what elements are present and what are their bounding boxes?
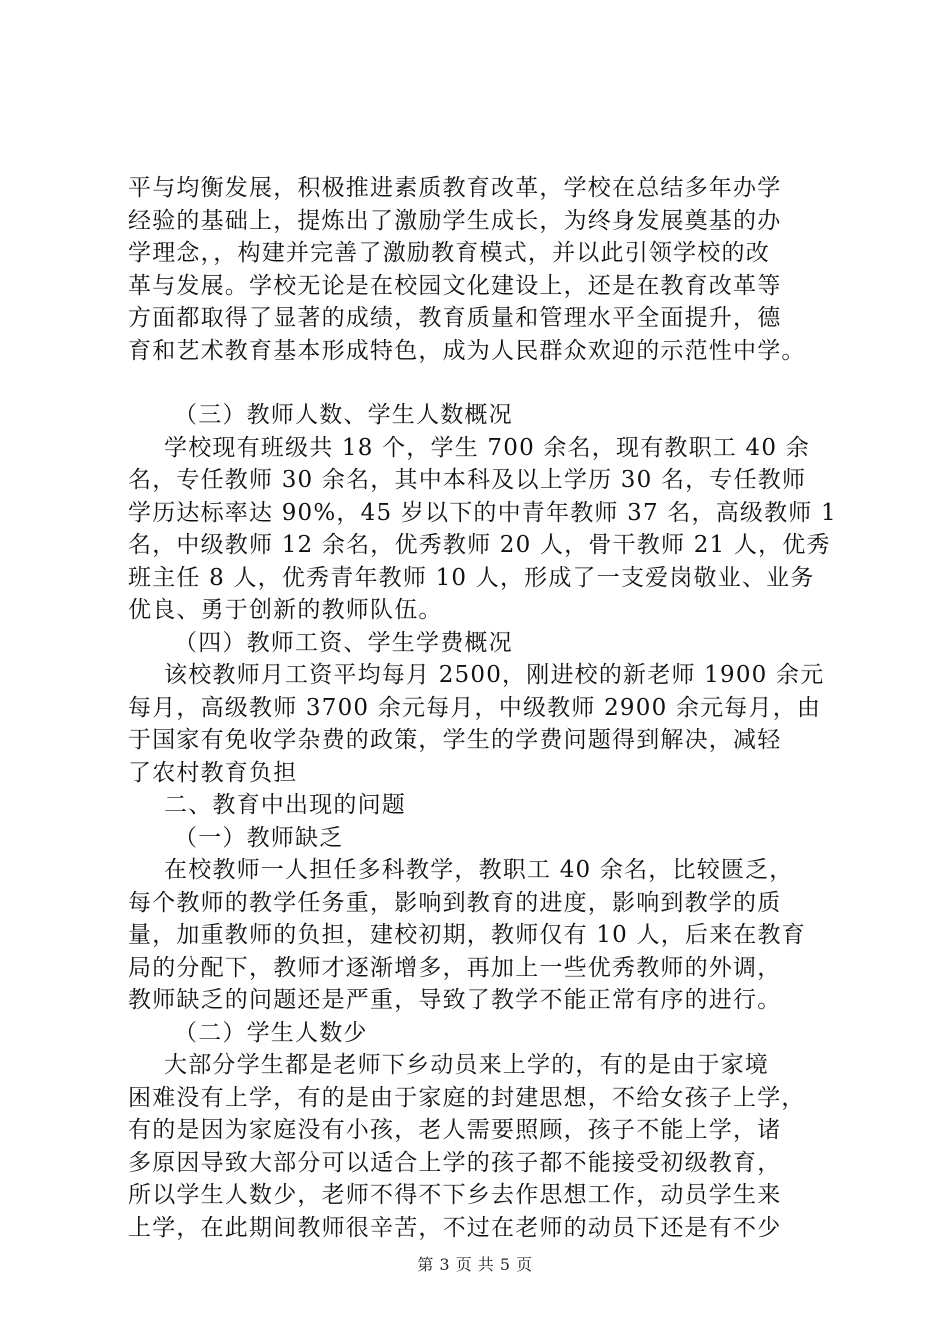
text-line: 大部分学生都是老师下乡动员来上学的，有的是由于家境 [164, 1052, 769, 1078]
text-line: 名，中级教师 12 余名，优秀教师 20 人，骨干教师 21 人，优秀 [128, 532, 831, 558]
text-line: 量，加重教师的负担，建校初期，教师仅有 10 人，后来在教育 [128, 922, 806, 948]
text-line: 每个教师的教学任务重，影响到教育的进度，影响到教学的质 [128, 889, 782, 916]
text-line: 困难没有上学，有的是由于家庭的封建思想，不给女孩子上学， [128, 1084, 806, 1111]
text-line: 班主任 8 人，优秀青年教师 10 人，形成了一支爱岗敬业、业务 [128, 564, 815, 591]
section-heading: （三）教师人数、学生人数概况 [174, 402, 513, 428]
section-heading: （四）教师工资、学生学费概况 [174, 629, 513, 656]
page-footer: 第 3 页 共 5 页 [417, 1255, 533, 1274]
section-heading: （一）教师缺乏 [174, 824, 344, 851]
text-line: 每月，高级教师 3700 余元每月，中级教师 2900 余元每月，由 [128, 694, 822, 721]
text-line: 局的分配下，教师才逐渐增多，再加上一些优秀教师的外调， [128, 954, 782, 981]
text-line: 了农村教育负担 [128, 759, 298, 786]
text-line: 优良、勇于创新的教师队伍。 [128, 597, 443, 623]
text-line: 多原因导致大部分可以适合上学的孩子都不能接受初级教育， [128, 1149, 782, 1176]
section-heading: （二）学生人数少 [174, 1019, 368, 1046]
text-line: 在校教师一人担任多科教学，教职工 40 余名，比较匮乏， [164, 857, 794, 883]
text-line: 于国家有免收学杂费的政策，学生的学费问题得到解决，减轻 [128, 727, 782, 753]
text-line: 经验的基础上，提炼出了激励学生成长，为终身发展奠基的办 [128, 207, 782, 234]
text-line: 革与发展。学校无论是在校园文化建设上，还是在教育改革等 [128, 272, 782, 299]
text-line: 所以学生人数少，老师不得不下乡去作思想工作，动员学生来 [128, 1182, 782, 1208]
text-line: 名，专任教师 30 余名，其中本科及以上学历 30 名，专任教师 [128, 467, 807, 493]
text-line: 该校教师月工资平均每月 2500，刚进校的新老师 1900 余元 [164, 662, 825, 688]
text-line: 上学，在此期间教师很辛苦，不过在老师的动员下还是有不少 [128, 1214, 782, 1241]
text-line: 方面都取得了显著的成绩，教育质量和管理水平全面提升，德 [128, 305, 782, 331]
text-line: 学理念，，构建并完善了激励教育模式，并以此引领学校的改 [128, 240, 770, 266]
text-line: 育和艺术教育基本形成特色，成为人民群众欢迎的示范性中学。 [128, 337, 806, 364]
document-body [128, 172, 837, 1244]
text-line: 学历达标率达 90%，45 岁以下的中青年教师 37 名，高级教师 1 [128, 499, 837, 526]
text-line: 学校现有班级共 18 个，学生 700 余名，现有教职工 40 余 [164, 434, 810, 461]
text-line: 平与均衡发展，积极推进素质教育改革，学校在总结多年办学 [128, 175, 782, 201]
section-heading: 二、教育中出现的问题 [164, 792, 406, 818]
paragraph-gap [128, 367, 828, 399]
text-line: 教师缺乏的问题还是严重，导致了教学不能正常有序的进行。 [128, 987, 782, 1013]
text-line: 有的是因为家庭没有小孩，老人需要照顾，孩子不能上学，诸 [128, 1117, 782, 1143]
